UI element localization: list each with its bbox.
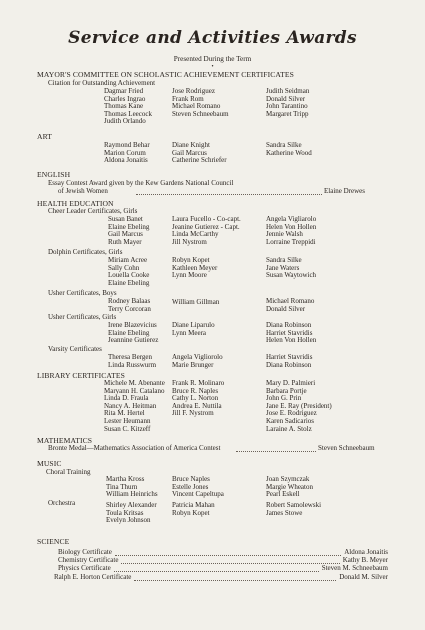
english-line-1: Essay Contest Award given by the Kew Gardens National Council [48,179,234,187]
award-name: Karen Sadicarios [266,417,315,425]
award-name: Susan Waytowich [266,271,317,280]
award-name: Frank Rom [172,94,204,103]
award-name: Laura Fucello - Co-capt. [172,215,241,223]
award-name: Elaine Ebeling [108,222,150,231]
award-name: Harriet Stavridis [266,353,313,361]
award-name: Ruth Mayer [108,237,142,246]
award-name: Gail Marcus [172,148,207,157]
award-name: Rita M. Hertel [104,409,145,418]
award-name: Helen Von Hollen [266,336,317,345]
award-name: Lynn Meera [172,328,207,337]
award-name: John Tarantino [266,102,308,111]
award-name: Jill F. Nystrom [172,409,214,418]
award-name: Diana Robinson [266,360,312,369]
award-name: Barbara Portje [266,386,307,395]
award-name: Diana Robinson [266,321,312,329]
award-name: Marion Corum [104,148,146,157]
award-name: James Stowe [266,508,303,517]
award-name: Miriam Acree [108,256,148,264]
award-name: Jane Waters [266,263,300,272]
award-name: Jeanine Gutierez - Capt. [172,222,240,231]
award-name: Thomas Kane [104,102,144,111]
award-name: Frank R. Molinaro [172,379,225,387]
award-name: Toula Kritsas [106,508,144,517]
award-name: Martha Kross [106,475,145,483]
award-name: Lynn Moore [172,271,207,280]
math-line: Bronte Medal—Mathematics Association of America Contest [48,444,221,452]
award-name: Harriet Stavridis [266,328,313,337]
award-name: Catherine Schriefer [172,156,227,165]
page-title: Service and Activities Awards [68,28,357,48]
award-name: Lester Heumann [104,417,151,425]
science-item-winner: Kathy B. Meyer [342,556,388,565]
award-name: William Gillman [172,298,220,306]
science-leader [115,555,341,556]
award-name: Bruce R. Naples [172,386,219,395]
award-name: Bruce Naples [172,475,210,483]
award-name: Linda D. Fraula [104,394,149,403]
science-leader [134,580,336,581]
award-name: Steven Schneebaum [172,109,229,118]
award-name: Lorraine Treppidi [266,237,316,246]
award-name: Jeannine Gutierez [108,336,159,345]
science-heading: SCIENCE [37,537,70,546]
award-name: Raymond Behar [104,141,150,149]
award-name: Michele M. Abenante [104,379,165,387]
science-item-label: Biology Certificate [58,548,112,556]
english-winner: Elaine Drewes [324,187,366,195]
science-leader [114,571,319,572]
award-name: Maryann H. Catalano [104,386,165,395]
award-name: Louella Cooke [108,271,150,280]
award-name: Sandra Silke [266,141,302,149]
award-name: Elaine Ebeling [108,278,150,287]
science-item-label: Chemistry Certificate [58,556,119,565]
award-name: Sandra Silke [266,256,302,264]
award-name: Robyn Kopet [172,508,210,517]
award-name: Diane Liparulo [172,321,215,329]
award-name: Susan Banet [108,215,143,223]
award-name: Nancy A. Heitman [104,401,157,410]
award-name: Charles Ingrao [104,94,146,103]
award-name: Aldona Jonaitis [104,156,148,165]
award-name: Robyn Kopet [172,256,210,264]
award-name: Dagmar Fried [104,87,144,95]
award-name: Theresa Bergen [108,353,152,361]
science-leader [121,563,339,564]
award-name: Jennie Walsh [266,230,303,239]
award-name: Diane Knight [172,141,210,149]
orchestra-label: Orchestra [48,499,76,507]
award-name: Michael Romano [266,297,315,305]
award-name: Angela Vigliorolo [172,353,223,361]
award-name: Margie Wheaton [266,482,313,491]
mayor-citation: Citation for Outstanding Achievement [48,79,156,87]
library-heading: LIBRARY CERTIFICATES [37,371,125,380]
award-name: Tina Thurn [106,482,138,491]
math-heading: MATHEMATICS [37,436,93,445]
award-name: Evelyn Johnson [106,516,151,525]
award-name: John G. Prin [266,394,302,403]
award-name: Margaret Tripp [266,109,309,118]
award-name: Judith Seidman [266,87,310,95]
math-leader [236,451,316,452]
award-name: Vincent Capeltupa [172,490,224,499]
science-item-winner: Aldona Jonaitis [344,548,388,556]
page-subtitle: Presented During the Term [173,55,252,63]
award-name: Thomas Leecock [104,109,153,118]
award-name: Pearl Eskell [266,490,300,499]
award-name: Donald Silver [266,94,306,103]
usher-girls-label: Usher Certificates, Girls [48,313,117,321]
usher-boys-label: Usher Certificates, Boys [48,289,117,297]
award-name: Terry Corcoran [108,304,151,313]
award-name: Andrea E. Nuttila [172,401,222,410]
award-name: Michael Romano [172,102,221,111]
award-name: Judith Orlando [104,117,146,126]
english-heading: ENGLISH [37,170,71,179]
science-item-label: Ralph E. Horton Certificate [54,572,132,581]
music-heading: MUSIC [37,459,62,468]
award-name: Shirley Alexander [106,501,157,509]
award-name: Jose Rodriguez [172,87,215,95]
english-leader [136,194,322,195]
award-name: Robert Samolewski [266,501,322,509]
award-name: Jill Nystrom [172,237,207,246]
award-name: Jane E. Ray (President) [266,401,332,410]
award-name: Katherine Wood [266,148,312,157]
choral-label: Choral Training [46,468,91,476]
award-name: Rodney Balaas [108,297,151,305]
award-name: Estelle Jones [172,482,209,491]
award-name: Gail Marcus [108,230,143,239]
award-name: Helen Von Hollen [266,222,317,231]
dolphin-label: Dolphin Certificates, Girls [48,248,123,256]
award-name: Jose E. Rodriguez [266,409,317,418]
science-item-label: Physics Certificate [58,564,111,573]
award-name: Linda McCarthy [172,230,219,239]
award-name: Marie Brunger [172,360,214,369]
science-item-winner: Donald M. Silver [339,572,388,581]
award-name: Elaine Ebeling [108,328,150,337]
award-name: William Heinrichs [106,490,158,499]
art-heading: ART [37,132,53,141]
award-name: Susan C. Kitzeff [104,424,151,433]
award-name: Cathy L. Norton [172,394,219,403]
award-name: Irene Blazevicius [108,321,157,329]
mayor-heading: MAYOR'S COMMITTEE ON SCHOLASTIC ACHIEVEMENT CERTIFICATES [37,70,294,79]
award-name: Laraine A. Stolz [266,424,312,433]
award-name: Joan Szymczak [266,475,310,483]
award-name: Mary D. Palmieri [266,379,316,387]
varsity-label: Varsity Certificates [48,345,102,353]
award-name: Linda Russwurm [108,360,157,369]
award-name: Patricia Mahan [172,501,215,509]
award-name: Sally Cohn [108,263,140,272]
divider-dot: • [211,64,214,70]
award-name: Angela Vigliarolo [266,215,317,223]
health-heading: HEALTH EDUCATION [37,199,114,208]
math-winner: Steven Schneebaum [318,444,375,452]
english-line-2: of Jewish Women [58,187,108,195]
science-item-winner: Steven M. Schneebaum [321,564,388,573]
award-name: Donald Silver [266,304,306,313]
cheer-label: Cheer Leader Certificates, Girls [48,207,138,215]
award-name: Kathleen Meyer [172,263,218,272]
